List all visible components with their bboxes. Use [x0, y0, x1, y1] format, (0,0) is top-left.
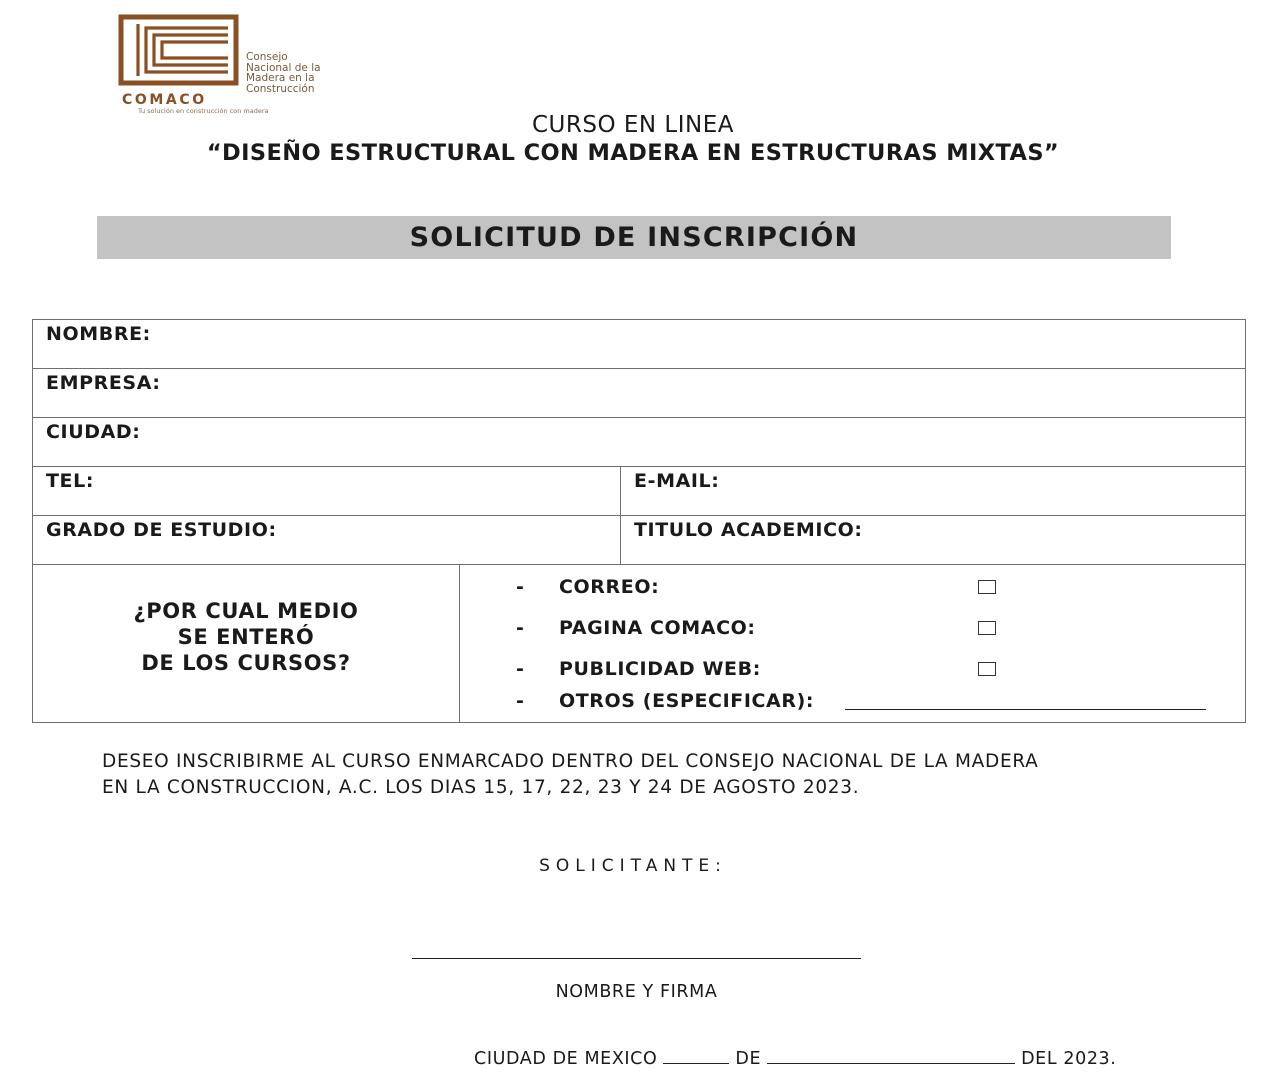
course-name: “DISEÑO ESTRUCTURAL CON MADERA EN ESTRUCTURAS MIXTAS” [206, 140, 1060, 166]
ciudad-field[interactable]: CIUDAD: [46, 421, 141, 443]
grado-estudio-field[interactable]: GRADO DE ESTUDIO: [46, 519, 277, 541]
column-divider [459, 564, 460, 722]
date-de: DE [735, 1049, 762, 1069]
row-divider [33, 515, 1245, 516]
row-divider [33, 466, 1245, 467]
option-correo-checkbox[interactable] [978, 580, 996, 594]
column-divider [620, 466, 621, 564]
logo-description: Consejo Nacional de la Madera en la Construcción [246, 51, 321, 95]
tel-field[interactable]: TEL: [46, 470, 95, 492]
comaco-logo-mark-icon [118, 14, 242, 88]
row-divider [33, 368, 1245, 369]
month-blank[interactable] [767, 1049, 1015, 1064]
comaco-logo [118, 14, 348, 118]
enrollment-statement: DESEO INSCRIBIRME AL CURSO ENMARCADO DENTRO DEL CONSEJO NACIONAL DE LA MADERA EN LA CONSTRUCCION, A.C. LOS DIAS 15, 17, 22, 23 Y 24 DE AGOSTO 2023. [102, 751, 1039, 798]
nombre-field[interactable]: NOMBRE: [46, 323, 151, 345]
option-publicidad-web-checkbox[interactable] [978, 662, 996, 676]
registration-form [32, 319, 1246, 723]
email-field[interactable]: E-MAIL: [634, 470, 720, 492]
date-city: CIUDAD DE MEXICO [474, 1049, 658, 1069]
option-correo-label: CORREO: [559, 576, 660, 598]
option-bullet: - [516, 658, 524, 680]
row-divider [33, 564, 1245, 565]
date-line [474, 1049, 1116, 1069]
option-bullet: - [516, 617, 524, 639]
option-pagina-comaco-checkbox[interactable] [978, 621, 996, 635]
option-pagina-comaco-label: PAGINA COMACO: [559, 617, 756, 639]
date-year: DEL 2023. [1021, 1049, 1117, 1069]
option-bullet: - [516, 690, 524, 712]
day-blank[interactable] [663, 1049, 729, 1064]
signature-caption: NOMBRE Y FIRMA [555, 982, 718, 1002]
titulo-academico-field[interactable]: TITULO ACADEMICO: [634, 519, 863, 541]
course-type: CURSO EN LINEA [531, 112, 734, 138]
option-publicidad-web-label: PUBLICIDAD WEB: [559, 658, 761, 680]
logo-brand-name: COMACO [122, 92, 207, 108]
empresa-field[interactable]: EMPRESA: [46, 372, 161, 394]
option-otros-input[interactable] [845, 709, 1206, 710]
option-otros-label: OTROS (ESPECIFICAR): [559, 690, 815, 712]
banner-title: SOLICITUD DE INSCRIPCIÓN [409, 222, 859, 253]
logo-tagline: Tu solución en construcción con madera [138, 107, 269, 115]
title-banner [97, 216, 1171, 259]
signature-line[interactable] [412, 958, 861, 959]
applicant-label: SOLICITANTE: [539, 856, 727, 876]
how-did-you-hear-question: ¿POR CUAL MEDIO SE ENTERÓ DE LOS CURSOS? [133, 599, 359, 675]
row-divider [33, 417, 1245, 418]
option-bullet: - [516, 576, 524, 598]
